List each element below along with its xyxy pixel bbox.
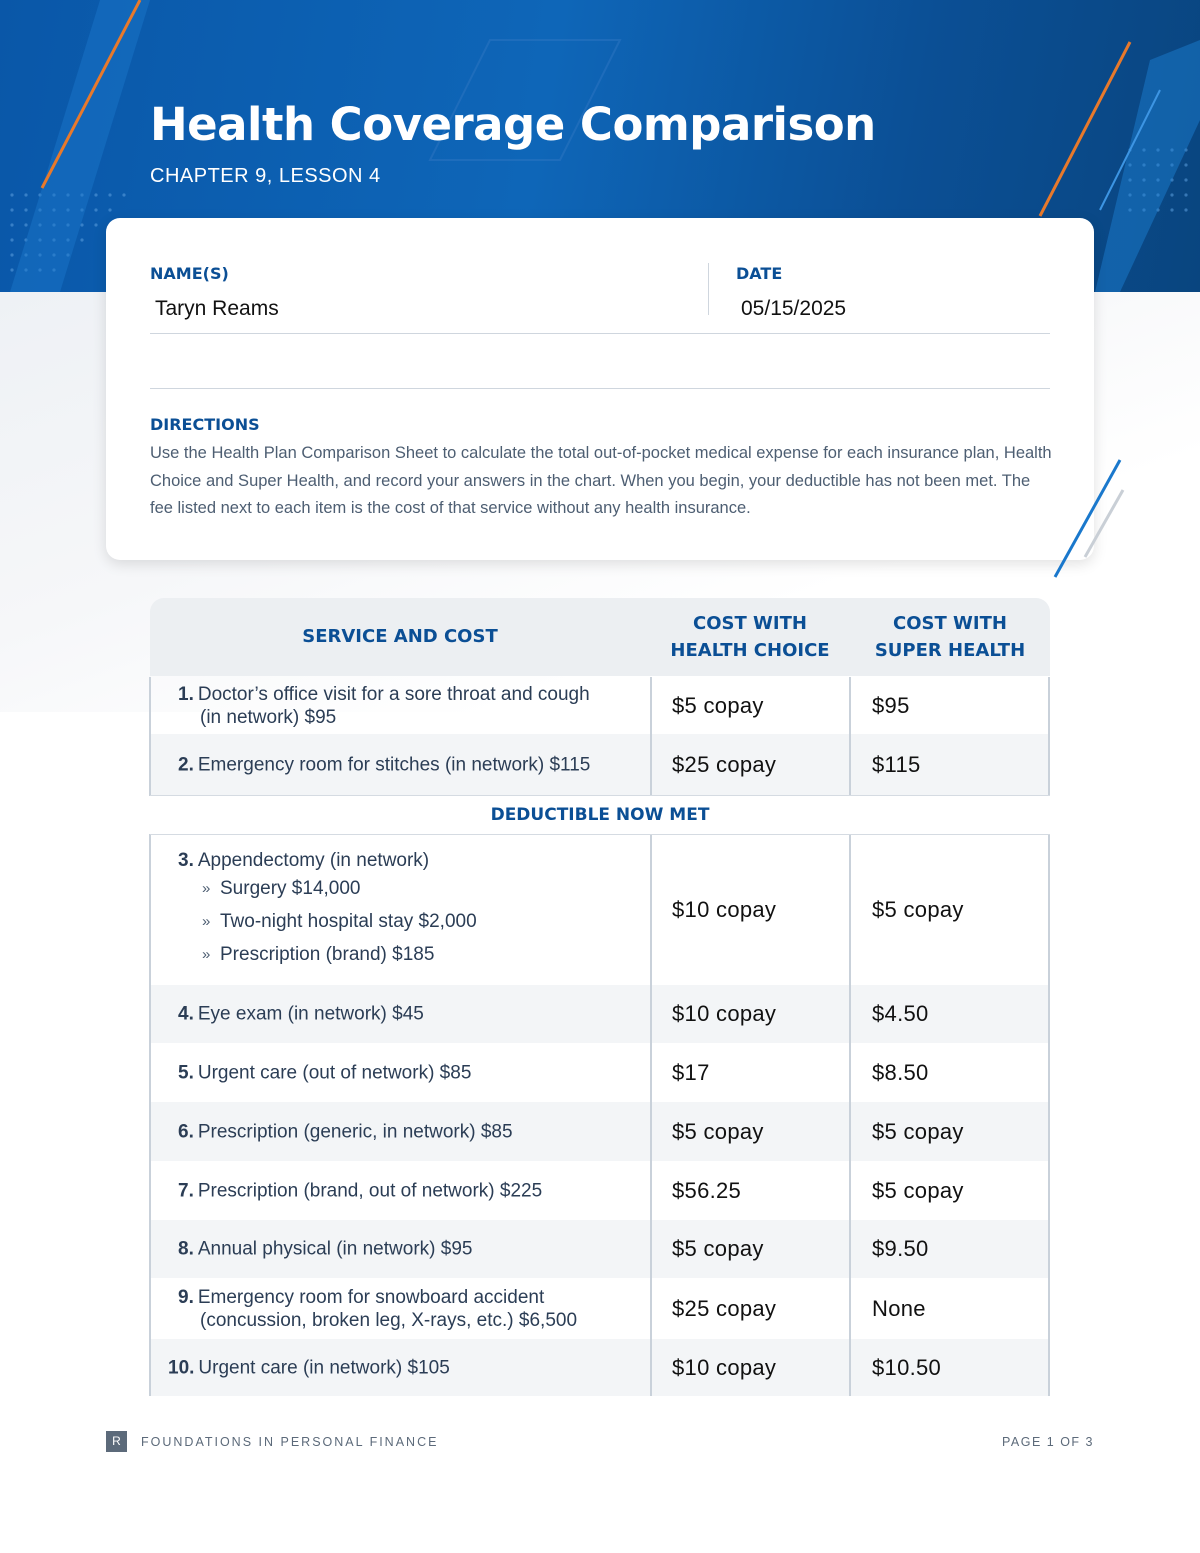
service-cell	[150, 1043, 650, 1102]
section-divider	[150, 834, 1050, 835]
header-health-choice	[650, 610, 850, 664]
service-text	[178, 683, 640, 729]
row-number: 9.	[178, 1286, 194, 1308]
page-number: PAGE 1 OF 3	[1002, 1435, 1094, 1449]
column-divider	[849, 834, 851, 1396]
health-choice-answer[interactable]: $17	[672, 1059, 710, 1085]
service-cell	[150, 1339, 650, 1396]
service-line1: Urgent care (out of network) $85	[197, 1062, 472, 1083]
table-border-left	[149, 677, 151, 796]
table-row	[150, 1043, 1050, 1102]
table-row	[150, 834, 1050, 985]
header-health-choice-line2: HEALTH CHOICE	[670, 640, 830, 661]
service-line1: Appendectomy (in network)	[197, 849, 430, 871]
blank-line	[150, 388, 1050, 389]
sub-item-text: Surgery $14,000	[220, 877, 361, 899]
service-cell	[150, 677, 650, 734]
health-choice-answer[interactable]: $10 copay	[672, 1354, 777, 1380]
service-text	[178, 1061, 640, 1084]
table-row	[150, 1102, 1050, 1161]
service-line1: Eye exam (in network) $45	[197, 1003, 424, 1025]
service-line1: Prescription (generic, in network) $85	[197, 1121, 513, 1142]
health-choice-answer[interactable]: $5 copay	[672, 692, 764, 718]
row-number: 3.	[178, 849, 194, 871]
service-line1: Urgent care (in network) $105	[198, 1357, 450, 1378]
page-subtitle: CHAPTER 9, LESSON 4	[150, 165, 381, 187]
table-row	[150, 734, 1050, 795]
service-text	[178, 753, 640, 776]
row-number: 1.	[178, 683, 194, 705]
table-header	[150, 598, 1050, 676]
directions-label: DIRECTIONS	[150, 415, 260, 434]
health-choice-answer[interactable]: $5 copay	[672, 1118, 764, 1144]
table-border-left	[149, 834, 151, 1396]
super-health-answer[interactable]: $5 copay	[872, 896, 964, 922]
health-choice-answer[interactable]: $25 copay	[672, 1295, 777, 1321]
list-item	[178, 905, 640, 938]
service-cell	[150, 734, 650, 795]
service-line1: Emergency room for snowboard accident	[197, 1286, 545, 1308]
column-divider	[650, 677, 652, 796]
header-service: SERVICE AND COST	[302, 626, 498, 647]
super-health-answer[interactable]: $95	[872, 692, 910, 718]
service-text	[168, 1356, 640, 1379]
table-row	[150, 1278, 1050, 1339]
super-health-answer[interactable]: $4.50	[872, 1001, 929, 1026]
health-choice-answer[interactable]: $10 copay	[672, 1001, 777, 1026]
service-line1: Doctor’s office visit for a sore throat and cough	[197, 683, 590, 705]
service-cell	[150, 834, 650, 985]
service-text	[178, 1238, 640, 1261]
table-row	[150, 985, 1050, 1043]
super-health-answer[interactable]: None	[872, 1295, 926, 1321]
name-label: NAME(S)	[150, 264, 229, 283]
bullet-icon: »	[202, 912, 211, 930]
header-super-health-line1: COST WITH	[893, 613, 1007, 634]
super-health-answer[interactable]: $8.50	[872, 1059, 929, 1085]
name-field[interactable]: Taryn Reams	[155, 297, 279, 320]
service-text	[178, 1003, 640, 1026]
column-divider	[650, 834, 652, 1396]
table-row	[150, 1339, 1050, 1396]
section-divider	[150, 795, 1050, 796]
super-health-answer[interactable]: $10.50	[872, 1354, 942, 1380]
decorative-lines	[1040, 455, 1130, 585]
header-super-health-line2: SUPER HEALTH	[874, 640, 1026, 661]
service-line1: Prescription (brand, out of network) $225	[197, 1180, 543, 1201]
super-health-answer[interactable]: $5 copay	[872, 1118, 964, 1144]
super-health-answer[interactable]: $115	[872, 751, 921, 777]
service-cell	[150, 1102, 650, 1161]
super-health-answer[interactable]: $9.50	[872, 1236, 929, 1261]
row-number: 5.	[178, 1062, 194, 1083]
name-underline	[150, 333, 1050, 334]
row-number: 2.	[178, 754, 194, 775]
column-divider	[849, 677, 851, 796]
row-number: 8.	[178, 1238, 194, 1260]
sub-item-list	[178, 872, 640, 971]
service-cell	[150, 1278, 650, 1339]
service-line1: Annual physical (in network) $95	[197, 1238, 473, 1260]
date-field[interactable]: 05/15/2025	[741, 297, 847, 320]
service-text	[178, 849, 640, 971]
sub-item-text: Prescription (brand) $185	[220, 943, 435, 965]
service-line2: (in network) $95	[200, 706, 337, 728]
service-line1: Emergency room for stitches (in network) $115	[197, 754, 591, 775]
row-number: 4.	[178, 1003, 194, 1025]
deductible-met-label: DEDUCTIBLE NOW MET	[490, 805, 710, 825]
health-choice-answer[interactable]: $25 copay	[672, 751, 777, 777]
directions-text: Use the Health Plan Comparison Sheet to calculate the total out-of-pocket medical expense for each insurance plan, Health Choice and Super Health, and record your answers in the chart. When you begin, your deductible has not been met. The fee listed next to each item is the cost of that service without any health insurance.	[150, 444, 1052, 517]
publisher-logo: R	[106, 1431, 127, 1452]
list-item	[178, 938, 640, 971]
service-text	[178, 1179, 640, 1202]
sub-item-text: Two-night hospital stay $2,000	[220, 910, 477, 932]
table-row	[150, 677, 1050, 734]
service-text	[178, 1120, 640, 1143]
row-number: 10.	[168, 1357, 195, 1378]
bullet-icon: »	[202, 945, 211, 963]
date-label: DATE	[736, 264, 783, 283]
table-border-right	[1048, 677, 1050, 796]
service-cell	[150, 1220, 650, 1278]
service-line2: (concussion, broken leg, X-rays, etc.) $6,500	[200, 1309, 578, 1331]
service-cell	[150, 1161, 650, 1220]
row-number: 7.	[178, 1180, 194, 1201]
table-row	[150, 1220, 1050, 1278]
table-border-right	[1048, 834, 1050, 1396]
field-divider	[708, 263, 709, 315]
row-number: 6.	[178, 1121, 194, 1142]
service-text	[178, 1286, 640, 1332]
health-choice-answer[interactable]: $10 copay	[672, 896, 777, 922]
page-title: Health Coverage Comparison	[150, 98, 876, 151]
header-super-health	[850, 610, 1050, 664]
health-choice-answer[interactable]: $5 copay	[672, 1236, 764, 1261]
service-cell	[150, 985, 650, 1043]
header-health-choice-line1: COST WITH	[693, 613, 807, 634]
super-health-answer[interactable]: $5 copay	[872, 1177, 964, 1203]
footer-course-title: FOUNDATIONS IN PERSONAL FINANCE	[141, 1435, 439, 1449]
bullet-icon: »	[202, 879, 211, 897]
table-row	[150, 1161, 1050, 1220]
list-item	[178, 872, 640, 905]
health-choice-answer[interactable]: $56.25	[672, 1177, 742, 1203]
